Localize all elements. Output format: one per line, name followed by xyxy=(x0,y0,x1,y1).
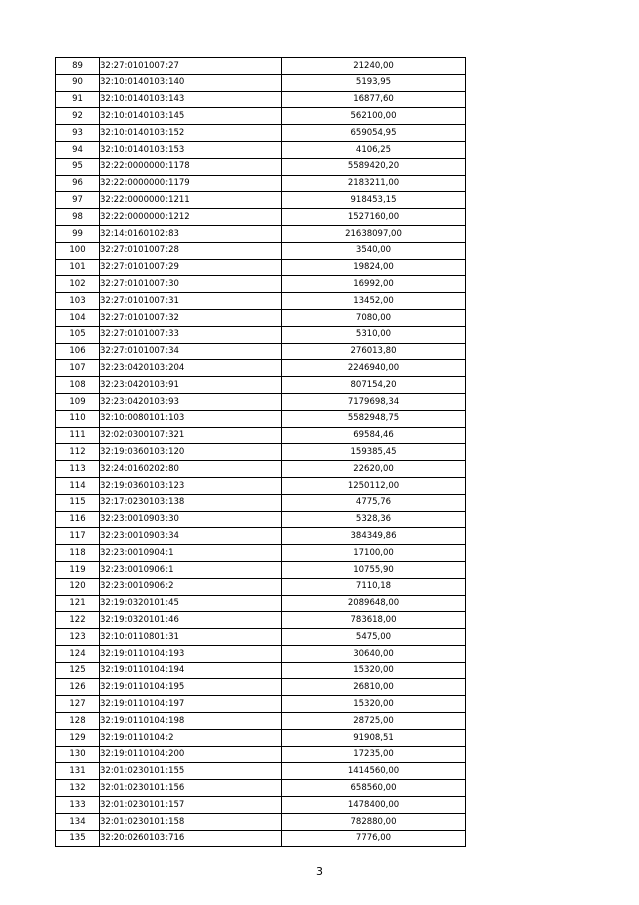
cadastral-number-cell: 32:23:0010903:34 xyxy=(100,528,282,545)
value-cell: 659054,95 xyxy=(282,125,466,142)
table-row xyxy=(56,561,466,578)
value-cell: 5328,36 xyxy=(282,511,466,528)
value-cell: 30640,00 xyxy=(282,645,466,662)
table-row xyxy=(56,427,466,444)
table-row xyxy=(56,309,466,326)
table-row xyxy=(56,696,466,713)
row-number-cell: 114 xyxy=(56,477,100,494)
table-row xyxy=(56,813,466,830)
cadastral-number-cell: 32:19:0110104:195 xyxy=(100,679,282,696)
row-number-cell: 96 xyxy=(56,175,100,192)
row-number-cell: 128 xyxy=(56,713,100,730)
value-cell: 26810,00 xyxy=(282,679,466,696)
value-cell: 21638097,00 xyxy=(282,225,466,242)
table-row xyxy=(56,343,466,360)
value-cell: 562100,00 xyxy=(282,108,466,125)
row-number-cell: 106 xyxy=(56,343,100,360)
row-number-cell: 123 xyxy=(56,629,100,646)
value-cell: 2183211,00 xyxy=(282,175,466,192)
value-cell: 7110,18 xyxy=(282,578,466,595)
cadastral-number-cell: 32:10:0080101:103 xyxy=(100,410,282,427)
cadastral-number-cell: 32:17:0230103:138 xyxy=(100,494,282,511)
table-row xyxy=(56,477,466,494)
table-row xyxy=(56,461,466,478)
row-number-cell: 99 xyxy=(56,225,100,242)
cadastral-number-cell: 32:23:0010903:30 xyxy=(100,511,282,528)
row-number-cell: 124 xyxy=(56,645,100,662)
cadastral-number-cell: 32:19:0110104:194 xyxy=(100,662,282,679)
cadastral-number-cell: 32:23:0420103:204 xyxy=(100,360,282,377)
cadastral-number-cell: 32:23:0010904:1 xyxy=(100,545,282,562)
row-number-cell: 105 xyxy=(56,326,100,343)
table-row xyxy=(56,326,466,343)
cadastral-number-cell: 32:27:0101007:31 xyxy=(100,293,282,310)
cadastral-number-cell: 32:19:0360103:123 xyxy=(100,477,282,494)
table-row xyxy=(56,629,466,646)
value-cell: 658560,00 xyxy=(282,780,466,797)
row-number-cell: 89 xyxy=(56,58,100,75)
cadastral-number-cell: 32:10:0140103:152 xyxy=(100,125,282,142)
value-cell: 19824,00 xyxy=(282,259,466,276)
cadastral-number-cell: 32:20:0260103:716 xyxy=(100,830,282,847)
table-row xyxy=(56,377,466,394)
table-row xyxy=(56,729,466,746)
cadastral-number-cell: 32:27:0101007:32 xyxy=(100,309,282,326)
row-number-cell: 91 xyxy=(56,91,100,108)
value-cell: 91908,51 xyxy=(282,729,466,746)
value-cell: 21240,00 xyxy=(282,58,466,75)
cadastral-number-cell: 32:01:0230101:158 xyxy=(100,813,282,830)
value-cell: 15320,00 xyxy=(282,662,466,679)
cadastral-number-cell: 32:27:0101007:27 xyxy=(100,58,282,75)
row-number-cell: 119 xyxy=(56,561,100,578)
row-number-cell: 108 xyxy=(56,377,100,394)
value-cell: 1414560,00 xyxy=(282,763,466,780)
row-number-cell: 98 xyxy=(56,209,100,226)
table-row xyxy=(56,713,466,730)
value-cell: 782880,00 xyxy=(282,813,466,830)
table-row xyxy=(56,444,466,461)
row-number-cell: 100 xyxy=(56,242,100,259)
cadastral-value-table xyxy=(55,57,466,847)
row-number-cell: 134 xyxy=(56,813,100,830)
cadastral-number-cell: 32:23:0010906:1 xyxy=(100,561,282,578)
table-row xyxy=(56,528,466,545)
cadastral-number-cell: 32:01:0230101:157 xyxy=(100,797,282,814)
value-cell: 783618,00 xyxy=(282,612,466,629)
cadastral-number-cell: 32:19:0110104:198 xyxy=(100,713,282,730)
value-cell: 16992,00 xyxy=(282,276,466,293)
row-number-cell: 109 xyxy=(56,393,100,410)
row-number-cell: 104 xyxy=(56,309,100,326)
value-cell: 16877,60 xyxy=(282,91,466,108)
cadastral-number-cell: 32:01:0230101:155 xyxy=(100,763,282,780)
value-cell: 7179698,34 xyxy=(282,393,466,410)
cadastral-number-cell: 32:10:0140103:140 xyxy=(100,74,282,91)
row-number-cell: 92 xyxy=(56,108,100,125)
table-row xyxy=(56,360,466,377)
row-number-cell: 118 xyxy=(56,545,100,562)
value-cell: 7080,00 xyxy=(282,309,466,326)
value-cell: 5310,00 xyxy=(282,326,466,343)
row-number-cell: 116 xyxy=(56,511,100,528)
table-row xyxy=(56,578,466,595)
cadastral-number-cell: 32:19:0110104:2 xyxy=(100,729,282,746)
cadastral-number-cell: 32:19:0110104:200 xyxy=(100,746,282,763)
value-cell: 17235,00 xyxy=(282,746,466,763)
value-cell: 5582948,75 xyxy=(282,410,466,427)
table-row xyxy=(56,141,466,158)
cadastral-number-cell: 32:27:0101007:28 xyxy=(100,242,282,259)
cadastral-number-cell: 32:24:0160202:80 xyxy=(100,461,282,478)
value-cell: 7776,00 xyxy=(282,830,466,847)
value-cell: 5193,95 xyxy=(282,74,466,91)
table-row xyxy=(56,830,466,847)
row-number-cell: 131 xyxy=(56,763,100,780)
table-row xyxy=(56,410,466,427)
table-row xyxy=(56,58,466,75)
value-cell: 1478400,00 xyxy=(282,797,466,814)
table-row xyxy=(56,91,466,108)
row-number-cell: 93 xyxy=(56,125,100,142)
row-number-cell: 95 xyxy=(56,158,100,175)
table-row xyxy=(56,158,466,175)
cadastral-number-cell: 32:27:0101007:29 xyxy=(100,259,282,276)
row-number-cell: 115 xyxy=(56,494,100,511)
value-cell: 2246940,00 xyxy=(282,360,466,377)
row-number-cell: 120 xyxy=(56,578,100,595)
table-row xyxy=(56,746,466,763)
table-row xyxy=(56,662,466,679)
value-cell: 5589420,20 xyxy=(282,158,466,175)
table-row xyxy=(56,511,466,528)
value-cell: 159385,45 xyxy=(282,444,466,461)
value-cell: 15320,00 xyxy=(282,696,466,713)
value-cell: 69584,46 xyxy=(282,427,466,444)
row-number-cell: 102 xyxy=(56,276,100,293)
value-cell: 10755,90 xyxy=(282,561,466,578)
table-row xyxy=(56,494,466,511)
cadastral-number-cell: 32:27:0101007:33 xyxy=(100,326,282,343)
cadastral-number-cell: 32:23:0010906:2 xyxy=(100,578,282,595)
row-number-cell: 111 xyxy=(56,427,100,444)
table-row xyxy=(56,209,466,226)
cadastral-number-cell: 32:19:0360103:120 xyxy=(100,444,282,461)
table-body xyxy=(56,58,466,847)
cadastral-number-cell: 32:27:0101007:34 xyxy=(100,343,282,360)
cadastral-number-cell: 32:22:0000000:1179 xyxy=(100,175,282,192)
table-row xyxy=(56,595,466,612)
table-row xyxy=(56,192,466,209)
value-cell: 1527160,00 xyxy=(282,209,466,226)
page-number: 3 xyxy=(316,865,323,878)
row-number-cell: 133 xyxy=(56,797,100,814)
table-row xyxy=(56,679,466,696)
table-row xyxy=(56,763,466,780)
row-number-cell: 112 xyxy=(56,444,100,461)
cadastral-number-cell: 32:22:0000000:1212 xyxy=(100,209,282,226)
cadastral-number-cell: 32:01:0230101:156 xyxy=(100,780,282,797)
value-cell: 276013,80 xyxy=(282,343,466,360)
cadastral-number-cell: 32:02:0300107:321 xyxy=(100,427,282,444)
row-number-cell: 101 xyxy=(56,259,100,276)
row-number-cell: 94 xyxy=(56,141,100,158)
row-number-cell: 129 xyxy=(56,729,100,746)
row-number-cell: 107 xyxy=(56,360,100,377)
cadastral-number-cell: 32:27:0101007:30 xyxy=(100,276,282,293)
table-row xyxy=(56,545,466,562)
cadastral-number-cell: 32:10:0110801:31 xyxy=(100,629,282,646)
cadastral-number-cell: 32:19:0320101:45 xyxy=(100,595,282,612)
row-number-cell: 127 xyxy=(56,696,100,713)
row-number-cell: 125 xyxy=(56,662,100,679)
table-row xyxy=(56,293,466,310)
cadastral-number-cell: 32:23:0420103:91 xyxy=(100,377,282,394)
row-number-cell: 110 xyxy=(56,410,100,427)
cadastral-number-cell: 32:19:0110104:193 xyxy=(100,645,282,662)
table-row xyxy=(56,645,466,662)
cadastral-number-cell: 32:19:0320101:46 xyxy=(100,612,282,629)
row-number-cell: 90 xyxy=(56,74,100,91)
table-row xyxy=(56,393,466,410)
cadastral-number-cell: 32:23:0420103:93 xyxy=(100,393,282,410)
cadastral-number-cell: 32:10:0140103:145 xyxy=(100,108,282,125)
row-number-cell: 126 xyxy=(56,679,100,696)
row-number-cell: 113 xyxy=(56,461,100,478)
table-row xyxy=(56,797,466,814)
cadastral-number-cell: 32:10:0140103:143 xyxy=(100,91,282,108)
row-number-cell: 97 xyxy=(56,192,100,209)
table-row xyxy=(56,612,466,629)
row-number-cell: 130 xyxy=(56,746,100,763)
cadastral-number-cell: 32:22:0000000:1178 xyxy=(100,158,282,175)
table-row xyxy=(56,225,466,242)
value-cell: 3540,00 xyxy=(282,242,466,259)
row-number-cell: 103 xyxy=(56,293,100,310)
value-cell: 5475,00 xyxy=(282,629,466,646)
cadastral-number-cell: 32:22:0000000:1211 xyxy=(100,192,282,209)
row-number-cell: 135 xyxy=(56,830,100,847)
value-cell: 13452,00 xyxy=(282,293,466,310)
cadastral-number-cell: 32:19:0110104:197 xyxy=(100,696,282,713)
table-row xyxy=(56,276,466,293)
table-row xyxy=(56,74,466,91)
row-number-cell: 122 xyxy=(56,612,100,629)
table-row xyxy=(56,175,466,192)
table-row xyxy=(56,242,466,259)
value-cell: 28725,00 xyxy=(282,713,466,730)
table-row xyxy=(56,108,466,125)
row-number-cell: 121 xyxy=(56,595,100,612)
cadastral-number-cell: 32:14:0160102:83 xyxy=(100,225,282,242)
value-cell: 4106,25 xyxy=(282,141,466,158)
table-row xyxy=(56,125,466,142)
value-cell: 2089648,00 xyxy=(282,595,466,612)
row-number-cell: 117 xyxy=(56,528,100,545)
value-cell: 807154,20 xyxy=(282,377,466,394)
value-cell: 384349,86 xyxy=(282,528,466,545)
value-cell: 17100,00 xyxy=(282,545,466,562)
value-cell: 1250112,00 xyxy=(282,477,466,494)
value-cell: 22620,00 xyxy=(282,461,466,478)
value-cell: 4775,76 xyxy=(282,494,466,511)
value-cell: 918453,15 xyxy=(282,192,466,209)
table-row xyxy=(56,259,466,276)
table-row xyxy=(56,780,466,797)
row-number-cell: 132 xyxy=(56,780,100,797)
cadastral-number-cell: 32:10:0140103:153 xyxy=(100,141,282,158)
